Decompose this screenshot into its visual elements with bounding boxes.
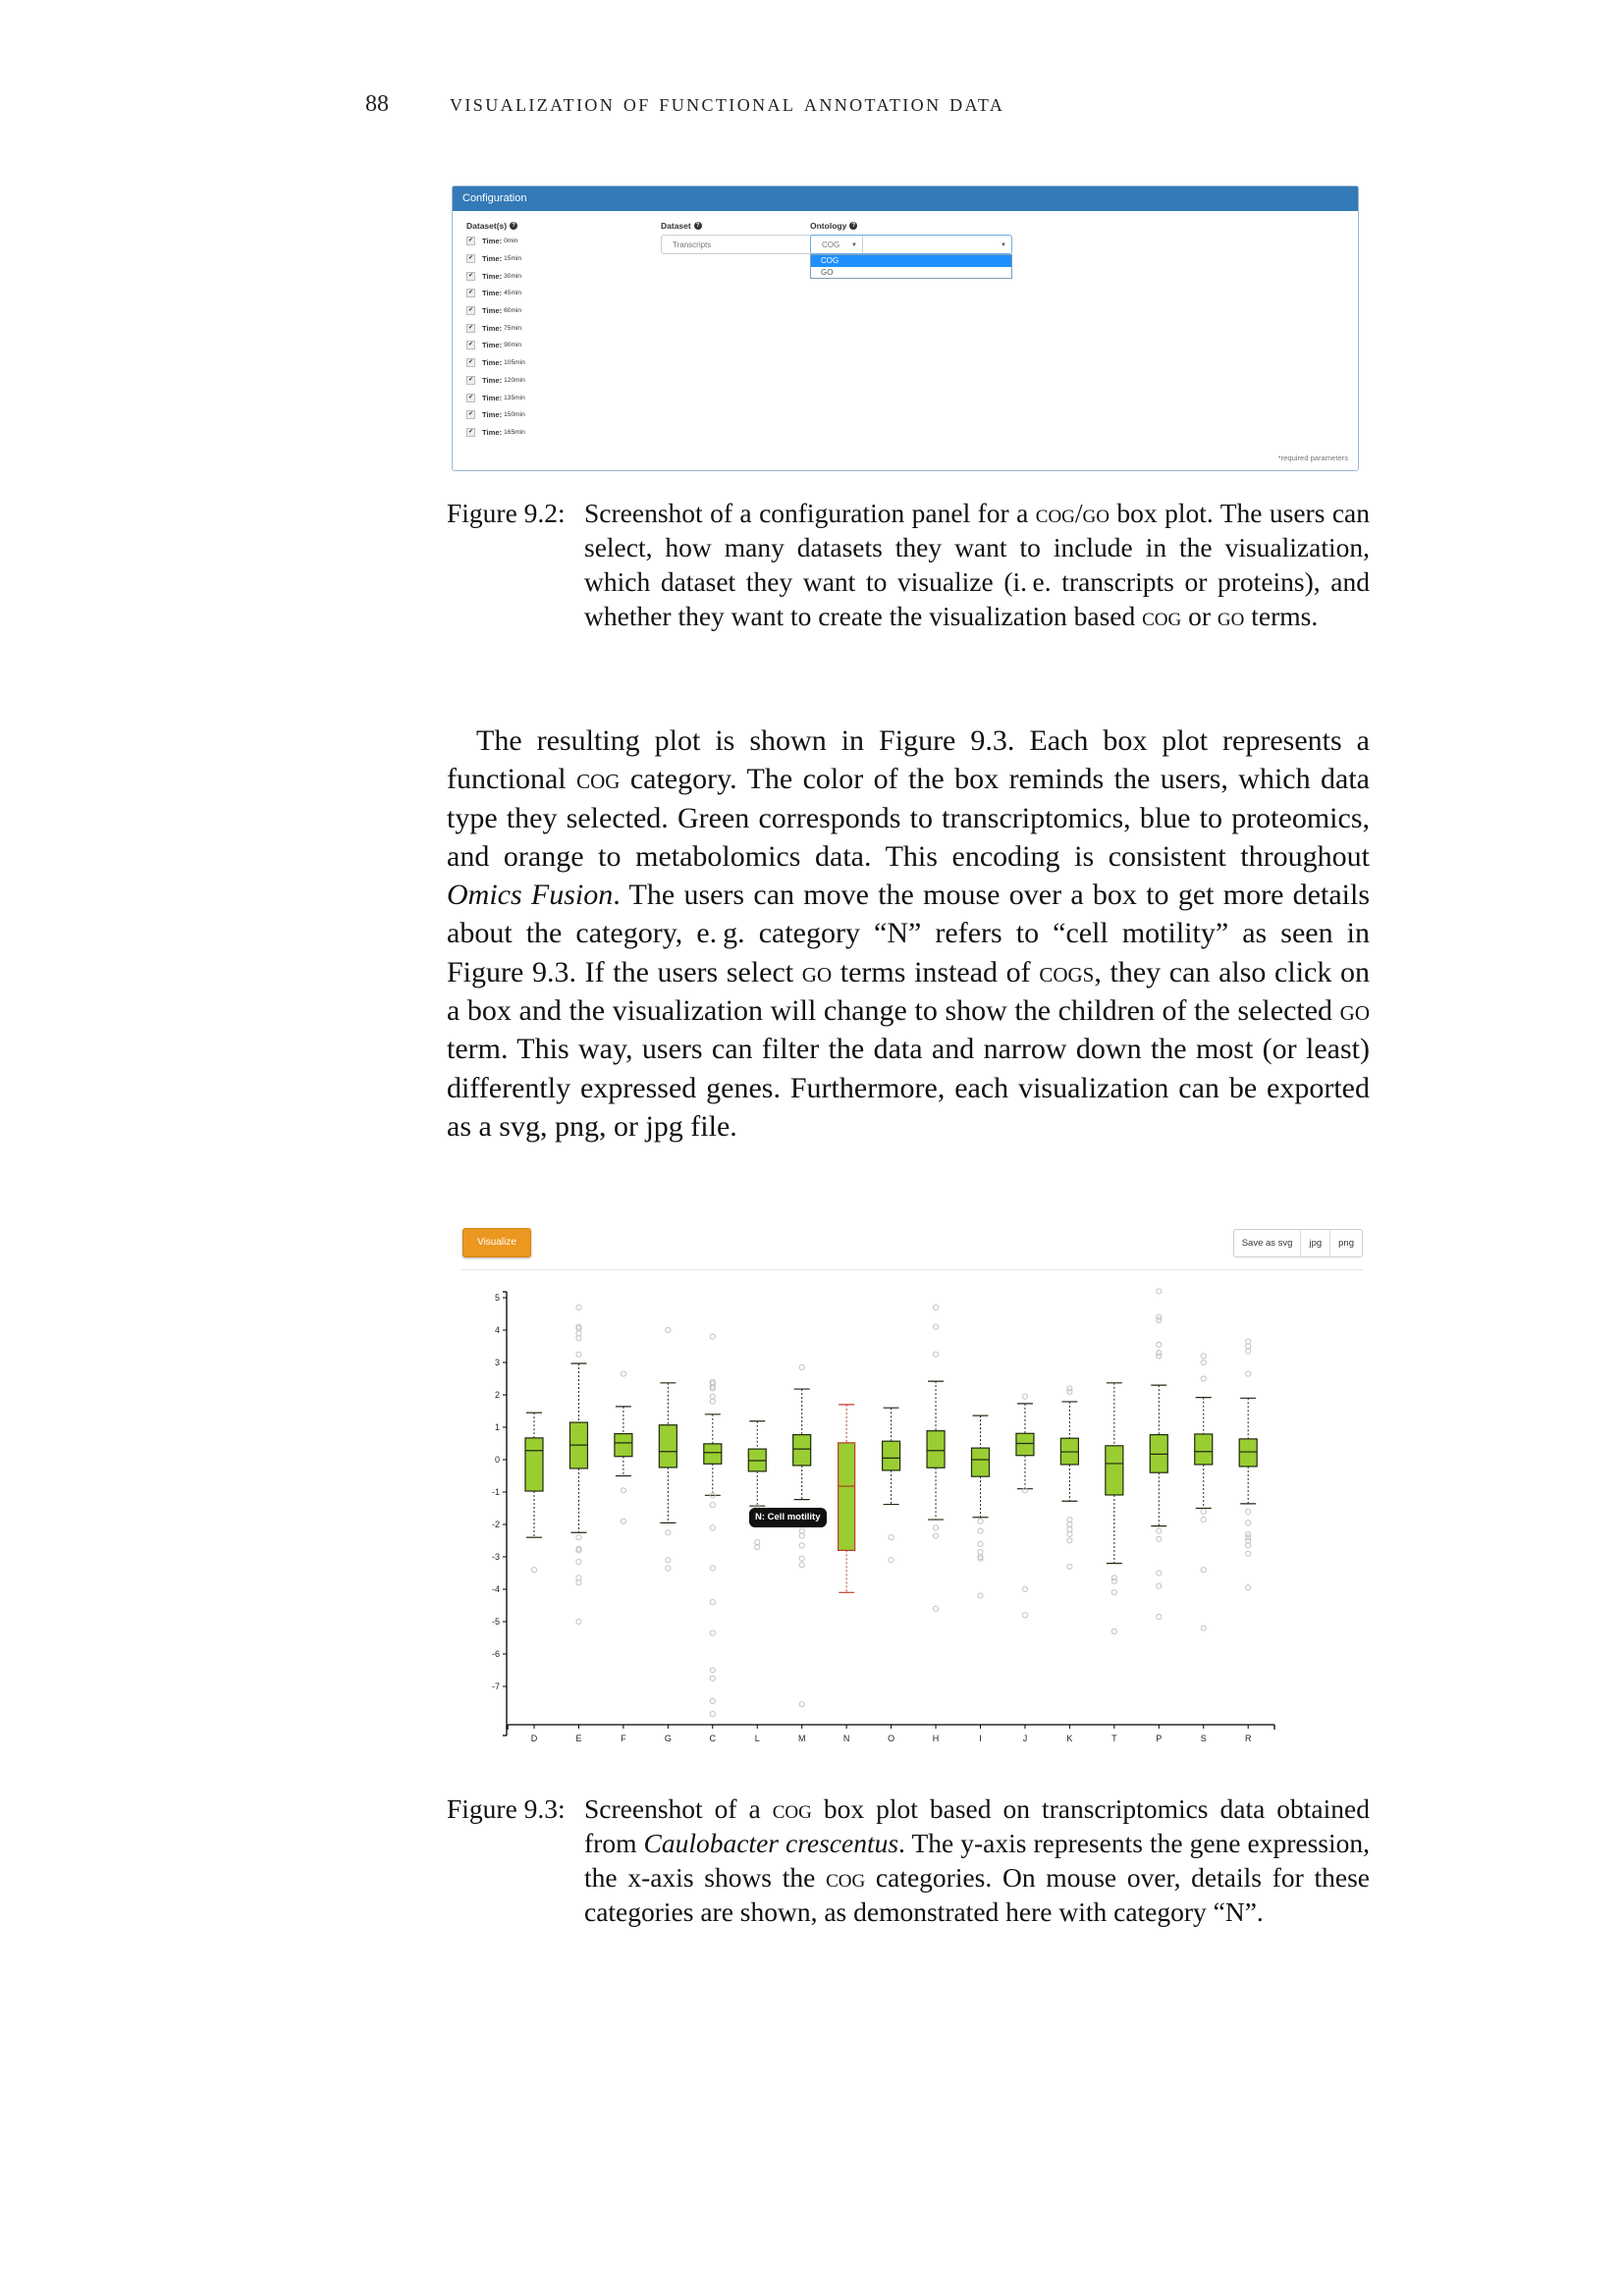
- outlier-point: [1246, 1543, 1251, 1548]
- y-tick-label: 0: [494, 1455, 500, 1465]
- save-png-button[interactable]: png: [1329, 1230, 1362, 1256]
- outlier-point: [799, 1533, 804, 1538]
- dataset-key: Time:: [482, 289, 503, 298]
- x-tick-label: F: [621, 1734, 626, 1743]
- outlier-point: [1111, 1629, 1116, 1633]
- x-tick-label: H: [932, 1734, 940, 1743]
- outlier-point: [799, 1702, 804, 1707]
- outlier-point: [1246, 1538, 1251, 1543]
- outlier-point: [1246, 1371, 1251, 1376]
- x-tick-label: G: [664, 1734, 672, 1743]
- y-tick-label: -2: [491, 1520, 500, 1529]
- x-tick-label: R: [1244, 1734, 1252, 1743]
- dataset-key: Time:: [482, 237, 503, 246]
- dataset-key: Time:: [482, 323, 503, 333]
- figure-9-2-caption: [447, 496, 1370, 633]
- outlier-point: [1067, 1538, 1072, 1543]
- y-tick-label: -6: [491, 1649, 500, 1659]
- outlier-point: [1246, 1339, 1251, 1344]
- outlier-point: [710, 1600, 715, 1605]
- x-tick-label: M: [797, 1734, 806, 1743]
- outlier-point: [710, 1334, 715, 1339]
- dataset-checkbox-row[interactable]: [467, 319, 525, 337]
- outlier-point: [1067, 1531, 1072, 1536]
- outlier-point: [1201, 1360, 1206, 1364]
- outlier-point: [1246, 1585, 1251, 1590]
- dataset-select[interactable]: Transcripts ▼: [661, 235, 863, 254]
- running-head: [365, 90, 1004, 118]
- chapter-title: visualization of functional annotation data: [450, 90, 1005, 117]
- outlier-point: [1246, 1344, 1251, 1349]
- outlier-point: [1022, 1613, 1027, 1618]
- outlier-point: [666, 1566, 671, 1571]
- outlier-point: [889, 1558, 893, 1563]
- dataset-key: Time:: [482, 271, 503, 281]
- outlier-point: [933, 1606, 938, 1611]
- box-S: [1195, 1434, 1213, 1465]
- outlier-point: [1246, 1551, 1251, 1556]
- outlier-point: [1111, 1578, 1116, 1583]
- outlier-point: [1157, 1354, 1162, 1359]
- checkbox[interactable]: ✔: [467, 238, 474, 244]
- x-tick-label: K: [1066, 1734, 1073, 1743]
- dataset-key: Time:: [482, 341, 503, 350]
- outlier-point: [1067, 1564, 1072, 1569]
- checkbox[interactable]: ✔: [467, 324, 474, 331]
- outlier-point: [1201, 1509, 1206, 1514]
- box-M: [793, 1435, 811, 1466]
- dataset-value: 105min: [504, 359, 525, 367]
- y-tick-label: 2: [494, 1390, 500, 1400]
- outlier-point: [710, 1698, 715, 1703]
- outlier-point: [933, 1533, 938, 1538]
- y-tick-label: 4: [494, 1325, 500, 1335]
- dataset-value: 135min: [504, 394, 525, 401]
- export-button-group: [1233, 1229, 1363, 1257]
- outlier-point: [710, 1394, 715, 1399]
- dataset-value: 30min: [504, 272, 522, 280]
- figure-label: Figure 9.3:: [447, 1793, 566, 1824]
- dataset-key: Time:: [482, 427, 503, 437]
- outlier-point: [710, 1525, 715, 1530]
- dataset-checkbox-row[interactable]: [467, 389, 525, 406]
- outlier-point: [933, 1352, 938, 1357]
- dataset-value: 45min: [504, 290, 522, 297]
- outlier-point: [666, 1327, 671, 1332]
- page-number: 88: [365, 91, 389, 117]
- help-icon[interactable]: ?: [849, 222, 857, 230]
- panel-header: Configuration: [453, 187, 1358, 211]
- checkbox[interactable]: ✔: [467, 428, 474, 435]
- box-C: [704, 1444, 722, 1464]
- dataset-value: 60min: [504, 307, 522, 315]
- checkbox[interactable]: ✔: [467, 411, 474, 418]
- outlier-point: [1067, 1389, 1072, 1394]
- x-tick-label: S: [1200, 1734, 1207, 1743]
- paragraph-text: The resulting plot is shown in Figure 9.3. Each box plot represents a functional cog category. The color of the box reminds the users, which data type they selected. Green corresponds to transcriptomics, blue to proteomics, and orange to metabolomics data. This encoding is consistent throughout Omics Fusion. The users can move the mouse over a box to get more details about the category, e. g. category “N” refers to “cell motility” as seen in Figure 9.3. If the users select go terms instead of cogs, they can also click on a box and the visualization will change to show the children of the selected go term. This way, users can filter the data and narrow down the most (or least) differently expressed genes. Furthermore, each visualization can be exported as a svg, png, or jpg file.: [447, 724, 1370, 1143]
- box-I: [972, 1448, 990, 1476]
- ontology-option[interactable]: COG: [811, 255, 1011, 267]
- category-tooltip: N: Cell motility: [749, 1508, 827, 1527]
- checkbox[interactable]: ✔: [467, 290, 474, 296]
- dataset-value: 120min: [504, 376, 525, 384]
- outlier-point: [889, 1535, 893, 1540]
- outlier-point: [576, 1305, 581, 1309]
- outlier-point: [1157, 1583, 1162, 1588]
- x-tick-label: T: [1111, 1734, 1117, 1743]
- dataset-key: Time:: [482, 306, 503, 316]
- checkbox[interactable]: ✔: [467, 394, 474, 400]
- outlier-point: [621, 1488, 625, 1493]
- datasets-column: [466, 221, 525, 441]
- outlier-point: [576, 1352, 581, 1357]
- outlier-point: [1157, 1614, 1162, 1619]
- dataset-checkbox-row[interactable]: [467, 337, 525, 354]
- dataset-checkbox-row[interactable]: [467, 424, 525, 442]
- outlier-point: [710, 1503, 715, 1508]
- outlier-point: [1157, 1528, 1162, 1533]
- dataset-checkbox-row[interactable]: [467, 233, 525, 250]
- outlier-point: [978, 1528, 983, 1533]
- outlier-point: [1157, 1342, 1162, 1347]
- outlier-point: [799, 1563, 804, 1568]
- cog-boxplot-chart: [461, 1276, 1345, 1747]
- caption-text: Screenshot of a configuration panel for a cog/go box plot. The users can select, how many datasets they want to include in the visualization, which dataset they want to visualize (i. e. transcripts or proteins), and whether they want to create the visualization based cog or go terms.: [584, 498, 1371, 631]
- y-tick-label: 1: [494, 1422, 500, 1432]
- x-tick-label: J: [1022, 1734, 1028, 1743]
- dataset-value: 0min: [504, 238, 518, 245]
- outlier-point: [1246, 1349, 1251, 1354]
- outlier-point: [978, 1541, 983, 1546]
- box-O: [883, 1441, 900, 1470]
- dataset-checkbox-row[interactable]: [467, 302, 525, 320]
- box-N: [839, 1443, 855, 1551]
- outlier-point: [576, 1535, 581, 1540]
- outlier-point: [933, 1324, 938, 1329]
- y-tick-label: -1: [491, 1487, 500, 1497]
- checkbox[interactable]: ✔: [467, 255, 474, 262]
- outlier-point: [1111, 1590, 1116, 1595]
- x-tick-label: L: [754, 1734, 760, 1743]
- chevron-down-icon: ▼: [1001, 242, 1006, 248]
- x-tick-label: E: [575, 1734, 582, 1743]
- outlier-point: [576, 1580, 581, 1585]
- ontology-label: Ontology ?: [810, 221, 1012, 231]
- outlier-point: [710, 1676, 715, 1681]
- outlier-point: [576, 1559, 581, 1564]
- dataset-checkbox-row[interactable]: [467, 372, 525, 390]
- outlier-point: [576, 1575, 581, 1580]
- box-G: [659, 1425, 677, 1468]
- dataset-key: Time:: [482, 410, 503, 420]
- outlier-point: [621, 1519, 625, 1523]
- outlier-point: [1067, 1526, 1072, 1531]
- checkbox[interactable]: ✔: [467, 342, 474, 348]
- ontology-select[interactable]: COG ▼: [810, 235, 1012, 254]
- box-D: [525, 1438, 543, 1491]
- outlier-point: [978, 1549, 983, 1554]
- help-icon[interactable]: ?: [694, 222, 702, 230]
- ontology-option[interactable]: GO: [821, 267, 834, 277]
- y-tick-label: 5: [494, 1293, 500, 1303]
- datasets-label: Dataset(s) ?: [466, 221, 525, 231]
- outlier-point: [1246, 1509, 1251, 1514]
- outlier-point: [933, 1525, 938, 1530]
- outlier-point: [755, 1540, 760, 1545]
- x-tick-label: O: [888, 1734, 895, 1743]
- outlier-point: [666, 1530, 671, 1535]
- outlier-point: [978, 1519, 983, 1523]
- configuration-panel: [452, 186, 1359, 471]
- outlier-point: [933, 1305, 938, 1309]
- outlier-point: [1067, 1522, 1072, 1526]
- outlier-point: [1201, 1517, 1206, 1522]
- y-tick-label: -5: [491, 1617, 500, 1627]
- outlier-point: [621, 1371, 625, 1376]
- dataset-checkbox-row[interactable]: [467, 250, 525, 268]
- outlier-point: [799, 1364, 804, 1369]
- box-H: [927, 1431, 945, 1468]
- outlier-point: [1157, 1571, 1162, 1575]
- dataset-value: 150min: [504, 411, 525, 419]
- dataset-key: Time:: [482, 254, 503, 264]
- outlier-point: [576, 1336, 581, 1341]
- visualize-button[interactable]: Visualize: [462, 1228, 531, 1257]
- figure-label: Figure 9.2:: [447, 498, 566, 528]
- dataset-checkbox-row[interactable]: [467, 267, 525, 285]
- x-tick-label: I: [979, 1734, 982, 1743]
- y-tick-label: -4: [491, 1584, 500, 1594]
- dataset-key: Time:: [482, 358, 503, 368]
- box-F: [615, 1434, 632, 1457]
- plot-toolbar: [461, 1222, 1363, 1270]
- dataset-value: 90min: [504, 342, 522, 349]
- dataset-value: 15min: [504, 255, 522, 263]
- x-tick-label: N: [842, 1734, 850, 1743]
- outlier-point: [1201, 1354, 1206, 1359]
- outlier-point: [1157, 1289, 1162, 1294]
- outlier-point: [1157, 1536, 1162, 1541]
- caption-text: Screenshot of a cog box plot based on transcriptomics data obtained from Caulobacter crescentus. The y-axis represents the gene expression, the x-axis shows the cog categories. On mouse over, details for these categories are shown, as demonstrated here with category “N”.: [584, 1793, 1370, 1927]
- dataset-value: 165min: [504, 428, 525, 436]
- outlier-point: [666, 1558, 671, 1563]
- dataset-checkbox-row[interactable]: [467, 406, 525, 424]
- checkbox[interactable]: ✔: [467, 359, 474, 366]
- outlier-point: [1157, 1318, 1162, 1323]
- x-tick-label: P: [1156, 1734, 1163, 1743]
- outlier-point: [710, 1399, 715, 1404]
- outlier-point: [710, 1668, 715, 1673]
- x-tick-label: D: [530, 1734, 538, 1743]
- dataset-label: Dataset ?: [661, 221, 863, 231]
- y-tick-label: 3: [494, 1358, 500, 1367]
- outlier-point: [710, 1566, 715, 1571]
- x-tick-label: C: [709, 1734, 717, 1743]
- y-tick-label: -3: [491, 1552, 500, 1562]
- checkbox[interactable]: ✔: [467, 376, 474, 383]
- outlier-point: [1201, 1626, 1206, 1630]
- checkbox[interactable]: ✔: [467, 272, 474, 279]
- outlier-point: [1022, 1394, 1027, 1399]
- outlier-point: [1246, 1521, 1251, 1525]
- box-T: [1106, 1446, 1123, 1495]
- outlier-point: [799, 1556, 804, 1561]
- help-icon[interactable]: ?: [510, 222, 517, 230]
- outlier-point: [1201, 1376, 1206, 1381]
- dataset-key: Time:: [482, 375, 503, 385]
- outlier-point: [799, 1543, 804, 1548]
- outlier-point: [531, 1568, 536, 1573]
- outlier-point: [710, 1630, 715, 1635]
- chevron-down-icon: ▼: [851, 242, 857, 248]
- save-jpg-button[interactable]: jpg: [1300, 1230, 1329, 1256]
- outlier-point: [978, 1593, 983, 1598]
- dataset-checkbox-row[interactable]: [467, 354, 525, 372]
- figure-9-3-caption: [447, 1791, 1370, 1929]
- outlier-point: [799, 1528, 804, 1533]
- dataset-value: 75min: [504, 324, 522, 332]
- dataset-checkbox-list: [466, 233, 525, 441]
- dataset-key: Time:: [482, 393, 503, 402]
- y-tick-label: -7: [491, 1682, 500, 1691]
- outlier-point: [1201, 1568, 1206, 1573]
- outlier-point: [755, 1545, 760, 1550]
- checkbox[interactable]: ✔: [467, 307, 474, 314]
- body-paragraph: [447, 721, 1370, 1146]
- box-J: [1016, 1433, 1034, 1455]
- outlier-point: [576, 1331, 581, 1336]
- save-svg-button[interactable]: Save as svg: [1241, 1238, 1293, 1249]
- ontology-column: [810, 221, 1012, 279]
- required-parameters-note: *required parameters: [1277, 454, 1348, 462]
- ontology-dropdown: [810, 254, 1012, 279]
- outlier-point: [576, 1619, 581, 1624]
- box-R: [1239, 1439, 1257, 1467]
- outlier-point: [1067, 1517, 1072, 1522]
- dataset-checkbox-row[interactable]: [467, 285, 525, 302]
- outlier-point: [710, 1711, 715, 1716]
- outlier-point: [1022, 1586, 1027, 1591]
